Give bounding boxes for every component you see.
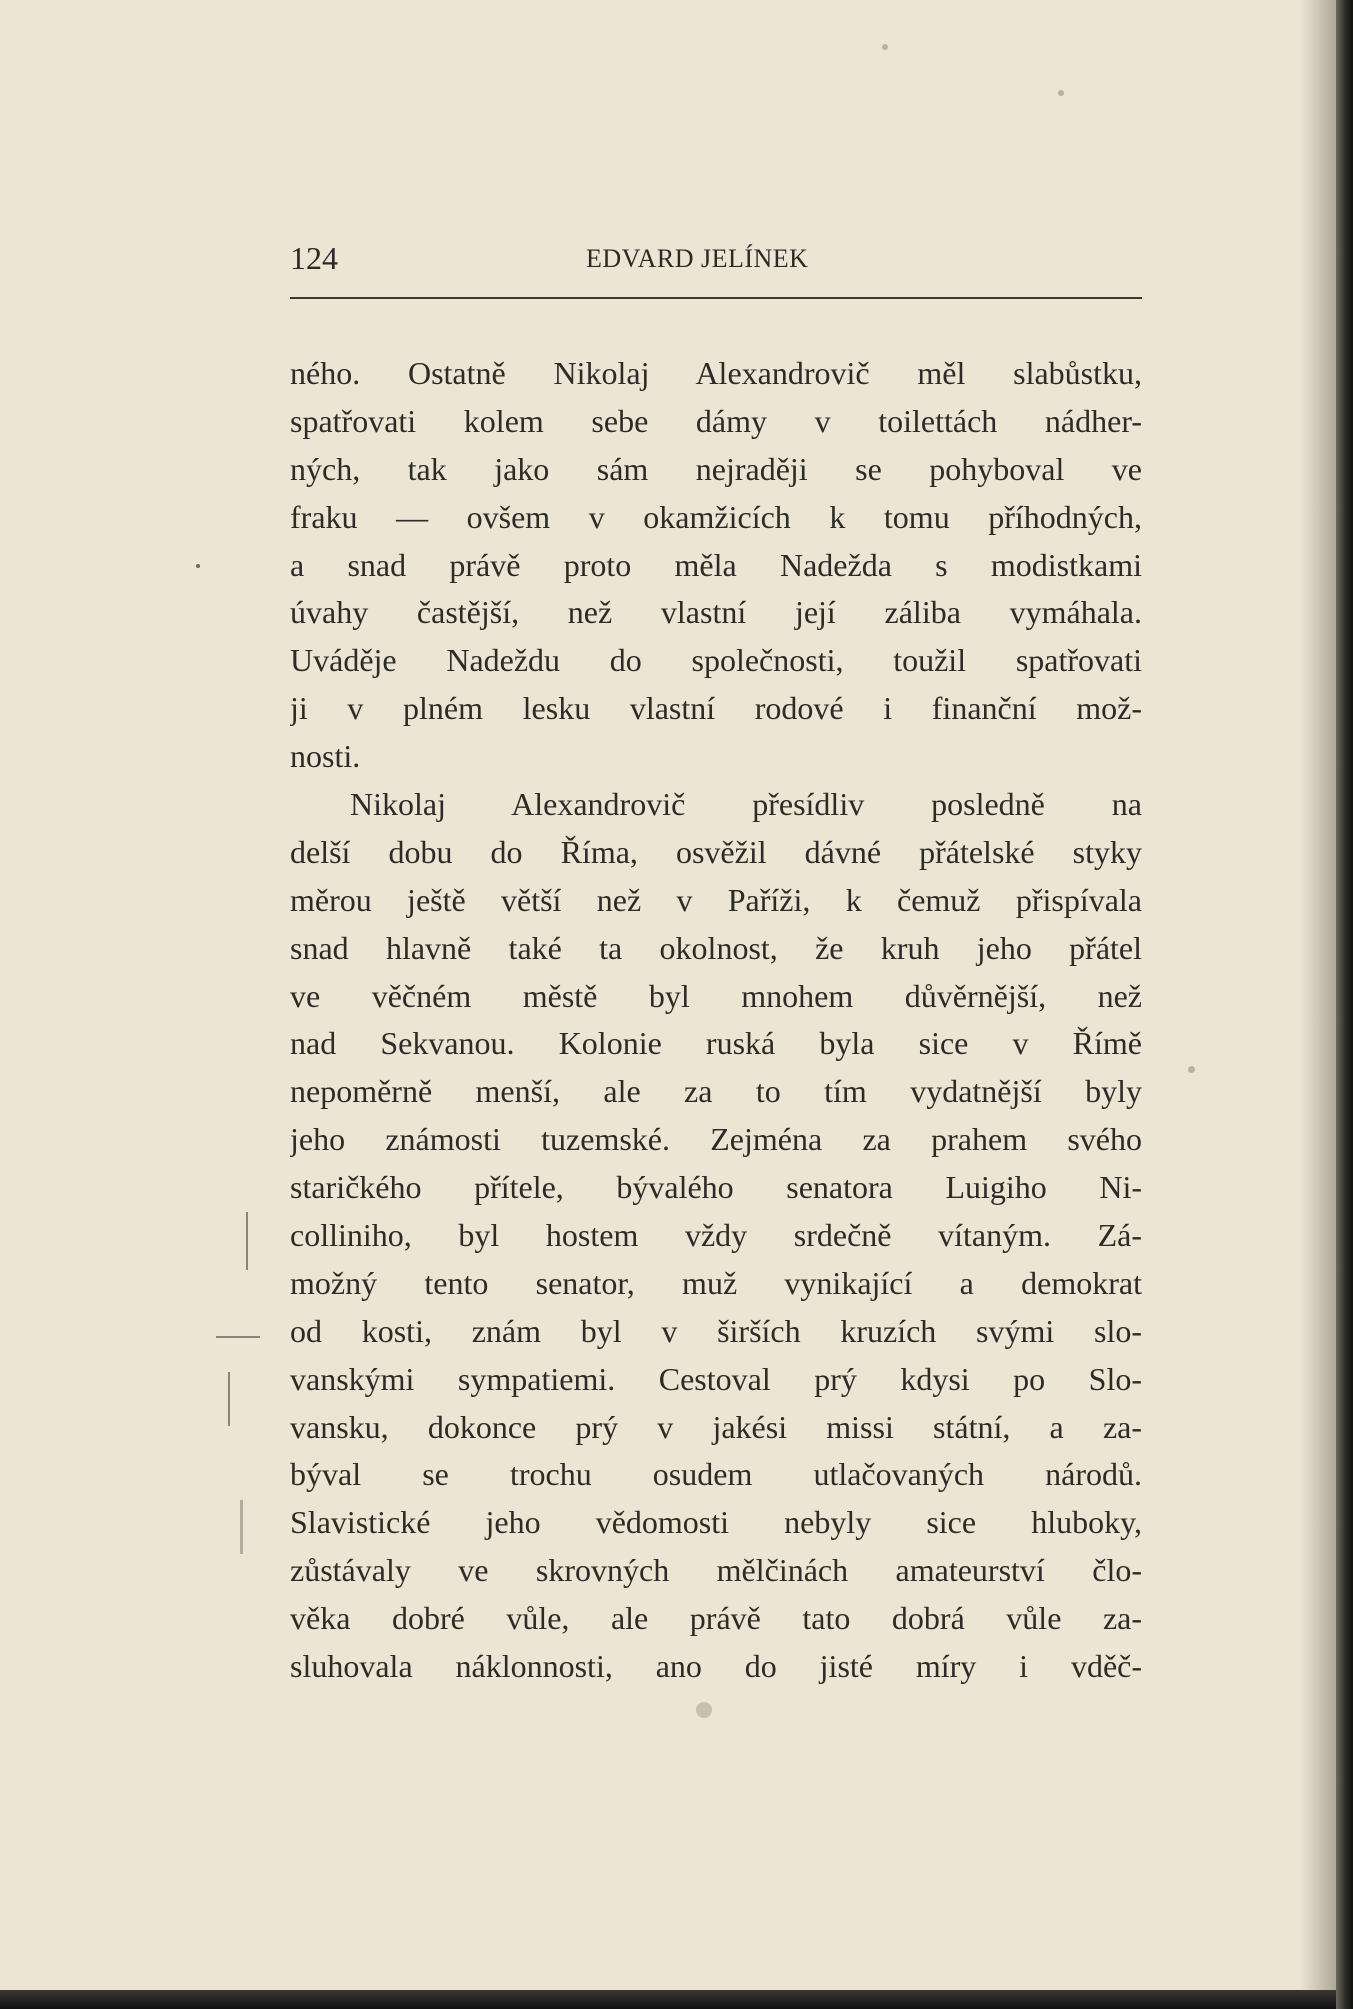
text-line: a snad právě proto měla Nadežda s modistkami: [290, 546, 1142, 583]
text-line: spatřovati kolem sebe dámy v toilettách nádher-: [290, 402, 1142, 439]
text-line: věka dobré vůle, ale právě tato dobrá vůle za-: [290, 1600, 1142, 1637]
text-line: od kosti, znám byl v širších kruzích svými slo-: [290, 1312, 1142, 1349]
book-spine-edge: [1336, 0, 1353, 2009]
text-line: Slavistické jeho vědomosti nebyly sice hluboky,: [290, 1504, 1142, 1541]
text-line: jeho známosti tuzemské. Zejména za prahem svého: [290, 1121, 1142, 1158]
margin-mark: [228, 1372, 230, 1426]
page-number: 124: [290, 240, 338, 276]
text-line: vansku, dokonce prý v jakési missi státní, a za-: [290, 1408, 1142, 1445]
header-rule: [290, 297, 1142, 299]
margin-mark: [246, 1212, 248, 1270]
paper-speck: [1188, 1066, 1195, 1073]
text-line: vanskými sympatiemi. Cestoval prý kdysi po Slo-: [290, 1360, 1142, 1397]
page-edge-shadow: [1300, 0, 1336, 1990]
text-line: ných, tak jako sám nejraději se pohyboval ve: [290, 450, 1142, 487]
text-line: úvahy častější, než vlastní její záliba vymáhala.: [290, 594, 1142, 631]
paper-speck: [196, 564, 200, 568]
text-line: ve věčném městě byl mnohem důvěrnější, než: [290, 977, 1142, 1014]
text-line: Uváděje Nadeždu do společnosti, toužil spatřovati: [290, 642, 1142, 679]
body-text: [290, 350, 1142, 1691]
margin-mark: [216, 1336, 260, 1338]
text-line: nad Sekvanou. Kolonie ruská byla sice v Římě: [290, 1025, 1142, 1062]
text-line: snad hlavně také ta okolnost, že kruh jeho přátel: [290, 929, 1142, 966]
text-line: býval se trochu osudem utlačovaných národů.: [290, 1456, 1142, 1493]
page-bottom-edge: [0, 1990, 1336, 2009]
text-line: colliniho, byl hostem vždy srdečně vítaným. Zá-: [290, 1217, 1142, 1254]
text-line: sluhovala náklonnosti, ano do jisté míry i vděč-: [290, 1648, 1142, 1685]
paper-speck: [1058, 90, 1064, 96]
text-line: zůstávaly ve skrovných mělčinách amateurství člo-: [290, 1552, 1142, 1589]
page-header: [290, 240, 1142, 290]
running-head: EDVARD JELÍNEK: [586, 244, 809, 273]
text-line: staričkého přítele, bývalého senatora Luigiho Ni-: [290, 1169, 1142, 1206]
text-line: ji v plném lesku vlastní rodové i finanční mož-: [290, 690, 1142, 727]
text-line: ného. Ostatně Nikolaj Alexandrovič měl slabůstku,: [290, 355, 1142, 391]
text-line: delší dobu do Říma, osvěžil dávné přátelské styky: [290, 833, 1142, 870]
paper-speck: [696, 1702, 712, 1718]
text-line: Nikolaj Alexandrovič přesídliv posledně na: [350, 786, 1142, 823]
margin-mark: [240, 1500, 243, 1554]
text-line: možný tento senator, muž vynikající a demokrat: [290, 1264, 1142, 1301]
text-line: fraku — ovšem v okamžicích k tomu příhodných,: [290, 498, 1142, 535]
paper-speck: [882, 44, 888, 50]
text-line: měrou ještě větší než v Paříži, k čemuž přispívala: [290, 881, 1142, 918]
text-line: nepoměrně menší, ale za to tím vydatnější byly: [290, 1073, 1142, 1110]
text-line: nosti.: [290, 738, 361, 775]
